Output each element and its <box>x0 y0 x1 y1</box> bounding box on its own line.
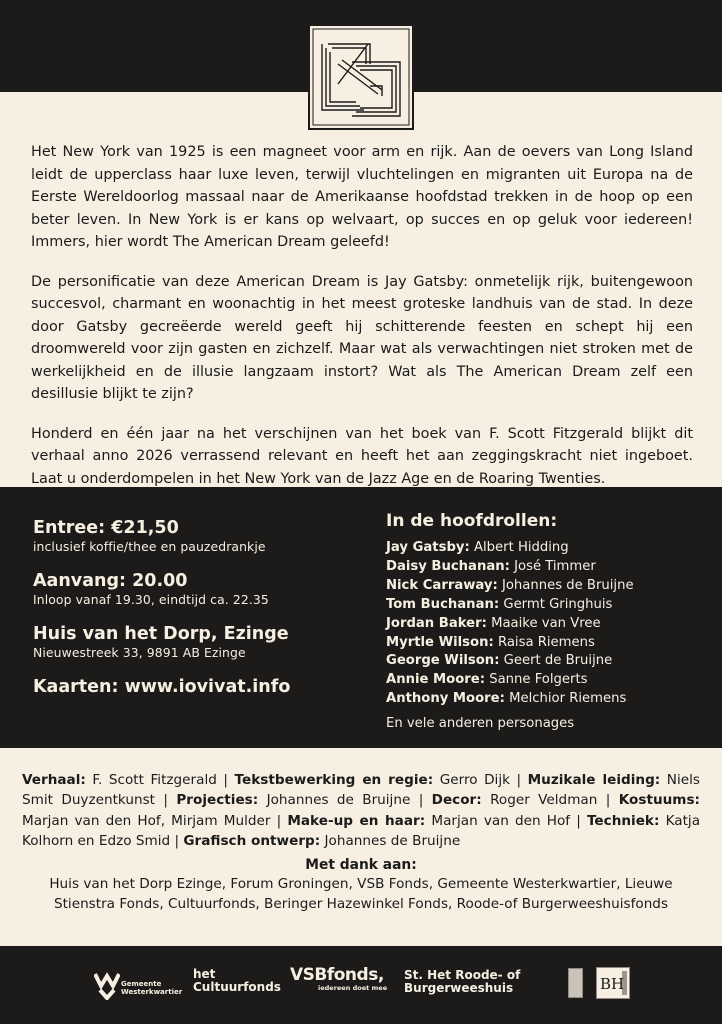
westerkwartier-name: Gemeente Westerkwartier <box>121 980 183 996</box>
intro-text <box>31 141 693 507</box>
thanks-text: Huis van het Dorp Ezinge, Forum Groningen, VSB Fonds, Gemeente Westerkwartier, Lieuwe Stienstra Fonds, Cultuurfonds, Beringer Hazewinkel Fonds, Roode-of Burgerweeshuisfonds <box>49 876 673 912</box>
credit-value: Roger Veldman <box>490 792 598 809</box>
roode-line-2: Burgerweeshuis <box>404 981 514 995</box>
cultuurfonds-line-2: Cultuurfonds <box>193 980 281 994</box>
credits: Verhaal: F. Scott Fitzgerald | Tekstbewerking en regie: Gerro Dijk | Muzikale leiding: Niels Smit Duyzentkunst | Projecties: Johannes de Bruijne | Decor: Roger Veldman | Kostuums: Marjan van den Hof, Mirjam Mulder | Make-up en haar: Marjan van den Hof | Techniek: Katja Kolhorn en Edzo Smid | Grafisch ontwerp: Johannes de Bruijne <box>22 772 701 849</box>
credit-value: F. Scott Fitzgerald <box>92 772 217 788</box>
start-time: Aanvang: 20.00 <box>33 571 188 591</box>
svg-text:BH: BH <box>600 975 625 993</box>
info-band <box>0 487 722 748</box>
entree-price: Entree: €21,50 <box>33 518 179 538</box>
cast-row: Jordan Baker: Maaike van Vree <box>386 615 601 631</box>
cast-title: In de hoofdrollen: <box>386 511 558 531</box>
aanvang-block <box>33 570 363 608</box>
sponsor-bh-logo <box>596 967 630 999</box>
cast-row: Myrtle Wilson: Raisa Riemens <box>386 634 595 650</box>
credit-label: Verhaal: <box>22 772 86 788</box>
cast-row: Daisy Buchanan: José Timmer <box>386 558 596 574</box>
sponsor-westerkwartier <box>94 968 184 1000</box>
credit-label: Tekstbewerking en regie: <box>234 772 434 788</box>
event-details <box>33 517 363 698</box>
sponsor-roode-burgerweeshuis <box>404 969 534 995</box>
credit-value: Gerro Dijk <box>439 772 510 788</box>
venue-address: Nieuwestreek 33, 9891 AB Ezinge <box>33 645 246 660</box>
sponsor-band <box>0 946 722 1024</box>
roode-line-1: St. Het Roode- of <box>404 968 521 982</box>
cast-extra-note: En vele anderen personages <box>386 716 575 732</box>
entree-block <box>33 517 363 555</box>
credit-value: Katja Kolhorn en Edzo Smid <box>22 812 701 849</box>
credit-label: Projecties: <box>176 792 259 809</box>
credit-value: Johannes de Bruijne <box>266 792 411 809</box>
cultuurfonds-line-1: het <box>193 967 216 981</box>
credit-value: Marjan van den Hof, Mirjam Mulder <box>22 812 271 829</box>
sponsor-vsb-fonds <box>290 966 390 992</box>
cast-list <box>386 510 706 733</box>
sponsor-stienstra-logo <box>568 968 583 998</box>
westerkwartier-icon <box>94 968 120 1000</box>
credit-label: Grafisch ontwerp: <box>183 832 321 849</box>
credit-label: Techniek: <box>586 812 660 829</box>
credit-value: Johannes de Bruijne <box>324 832 461 849</box>
intro-paragraph-2: De personificatie van deze American Dream is Jay Gatsby: onmetelijk rijk, buitengewoon succesvol, charmant en woonachtig in het meest groteske landhuis van de stad. In deze door Gatsby gecreëerde wereld geeft hij schitterende feesten en schept hij een droomwereld voor zijn gasten en zichzelf. Maar wat als verwachtingen niet stroken met de werkelijkheid en de illusie langzaam instort? Wat als The American Dream zelf een desillusie blijkt te zijn? <box>31 273 693 402</box>
credit-label: Decor: <box>431 792 482 809</box>
cast-row: Tom Buchanan: Germt Gringhuis <box>386 596 613 612</box>
cast-row: Nick Carraway: Johannes de Bruijne <box>386 577 634 593</box>
intro-paragraph-1: Het New York van 1925 is een magneet voor arm en rijk. Aan de oevers van Long Island leidt de upperclass haar luxe leven, terwijl vluchtelingen en migranten uit Europa na de Eerste Wereldoorlog massaal naar de Amerikaanse hoofdstad trekken in de hoop op een beter leven. In New York is er kans op welvaart, op succes en op geluk voor iedereen! Immers, hier wordt The American Dream geleefd! <box>31 144 693 250</box>
cast-row: George Wilson: Geert de Bruijne <box>386 653 613 669</box>
gatsby-logo <box>308 24 414 130</box>
tickets-link[interactable]: Kaarten: www.iovivat.info <box>33 677 291 697</box>
cast-row: Jay Gatsby: Albert Hidding <box>386 540 569 555</box>
thanks-title: Met dank aan: <box>305 857 417 873</box>
credit-label: Kostuums: <box>618 792 700 809</box>
sponsor-cultuurfonds <box>193 968 283 994</box>
credit-value: Niels Smit Duyzentkunst <box>22 772 700 809</box>
start-time-note: Inloop vanaf 19.30, eindtijd ca. 22.35 <box>33 592 269 607</box>
entree-note: inclusief koffie/thee en pauzedrankje <box>33 539 266 554</box>
credit-label: Muzikale leiding: <box>527 772 661 788</box>
cast-row: Anthony Moore: Melchior Riemens <box>386 691 627 707</box>
credit-value: Marjan van den Hof <box>431 812 571 829</box>
credit-label: Make-up en haar: <box>287 812 426 829</box>
intro-paragraph-3: Honderd en één jaar na het verschijnen van het boek van F. Scott Fitzgerald blijkt dit verhaal anno 2026 verrassend relevant en heeft het aan zeggingskracht niet ingeboet. Laat u onderdompelen in het New York van de Jazz Age en de Roaring Twenties. <box>31 425 693 487</box>
vsb-tagline: iedereen doet mee <box>318 984 388 992</box>
cast-row: Annie Moore: Sanne Folgerts <box>386 672 588 688</box>
venue-block <box>33 623 363 661</box>
venue-name: Huis van het Dorp, Ezinge <box>33 624 289 644</box>
vsb-name: VSBfonds, <box>290 965 384 985</box>
